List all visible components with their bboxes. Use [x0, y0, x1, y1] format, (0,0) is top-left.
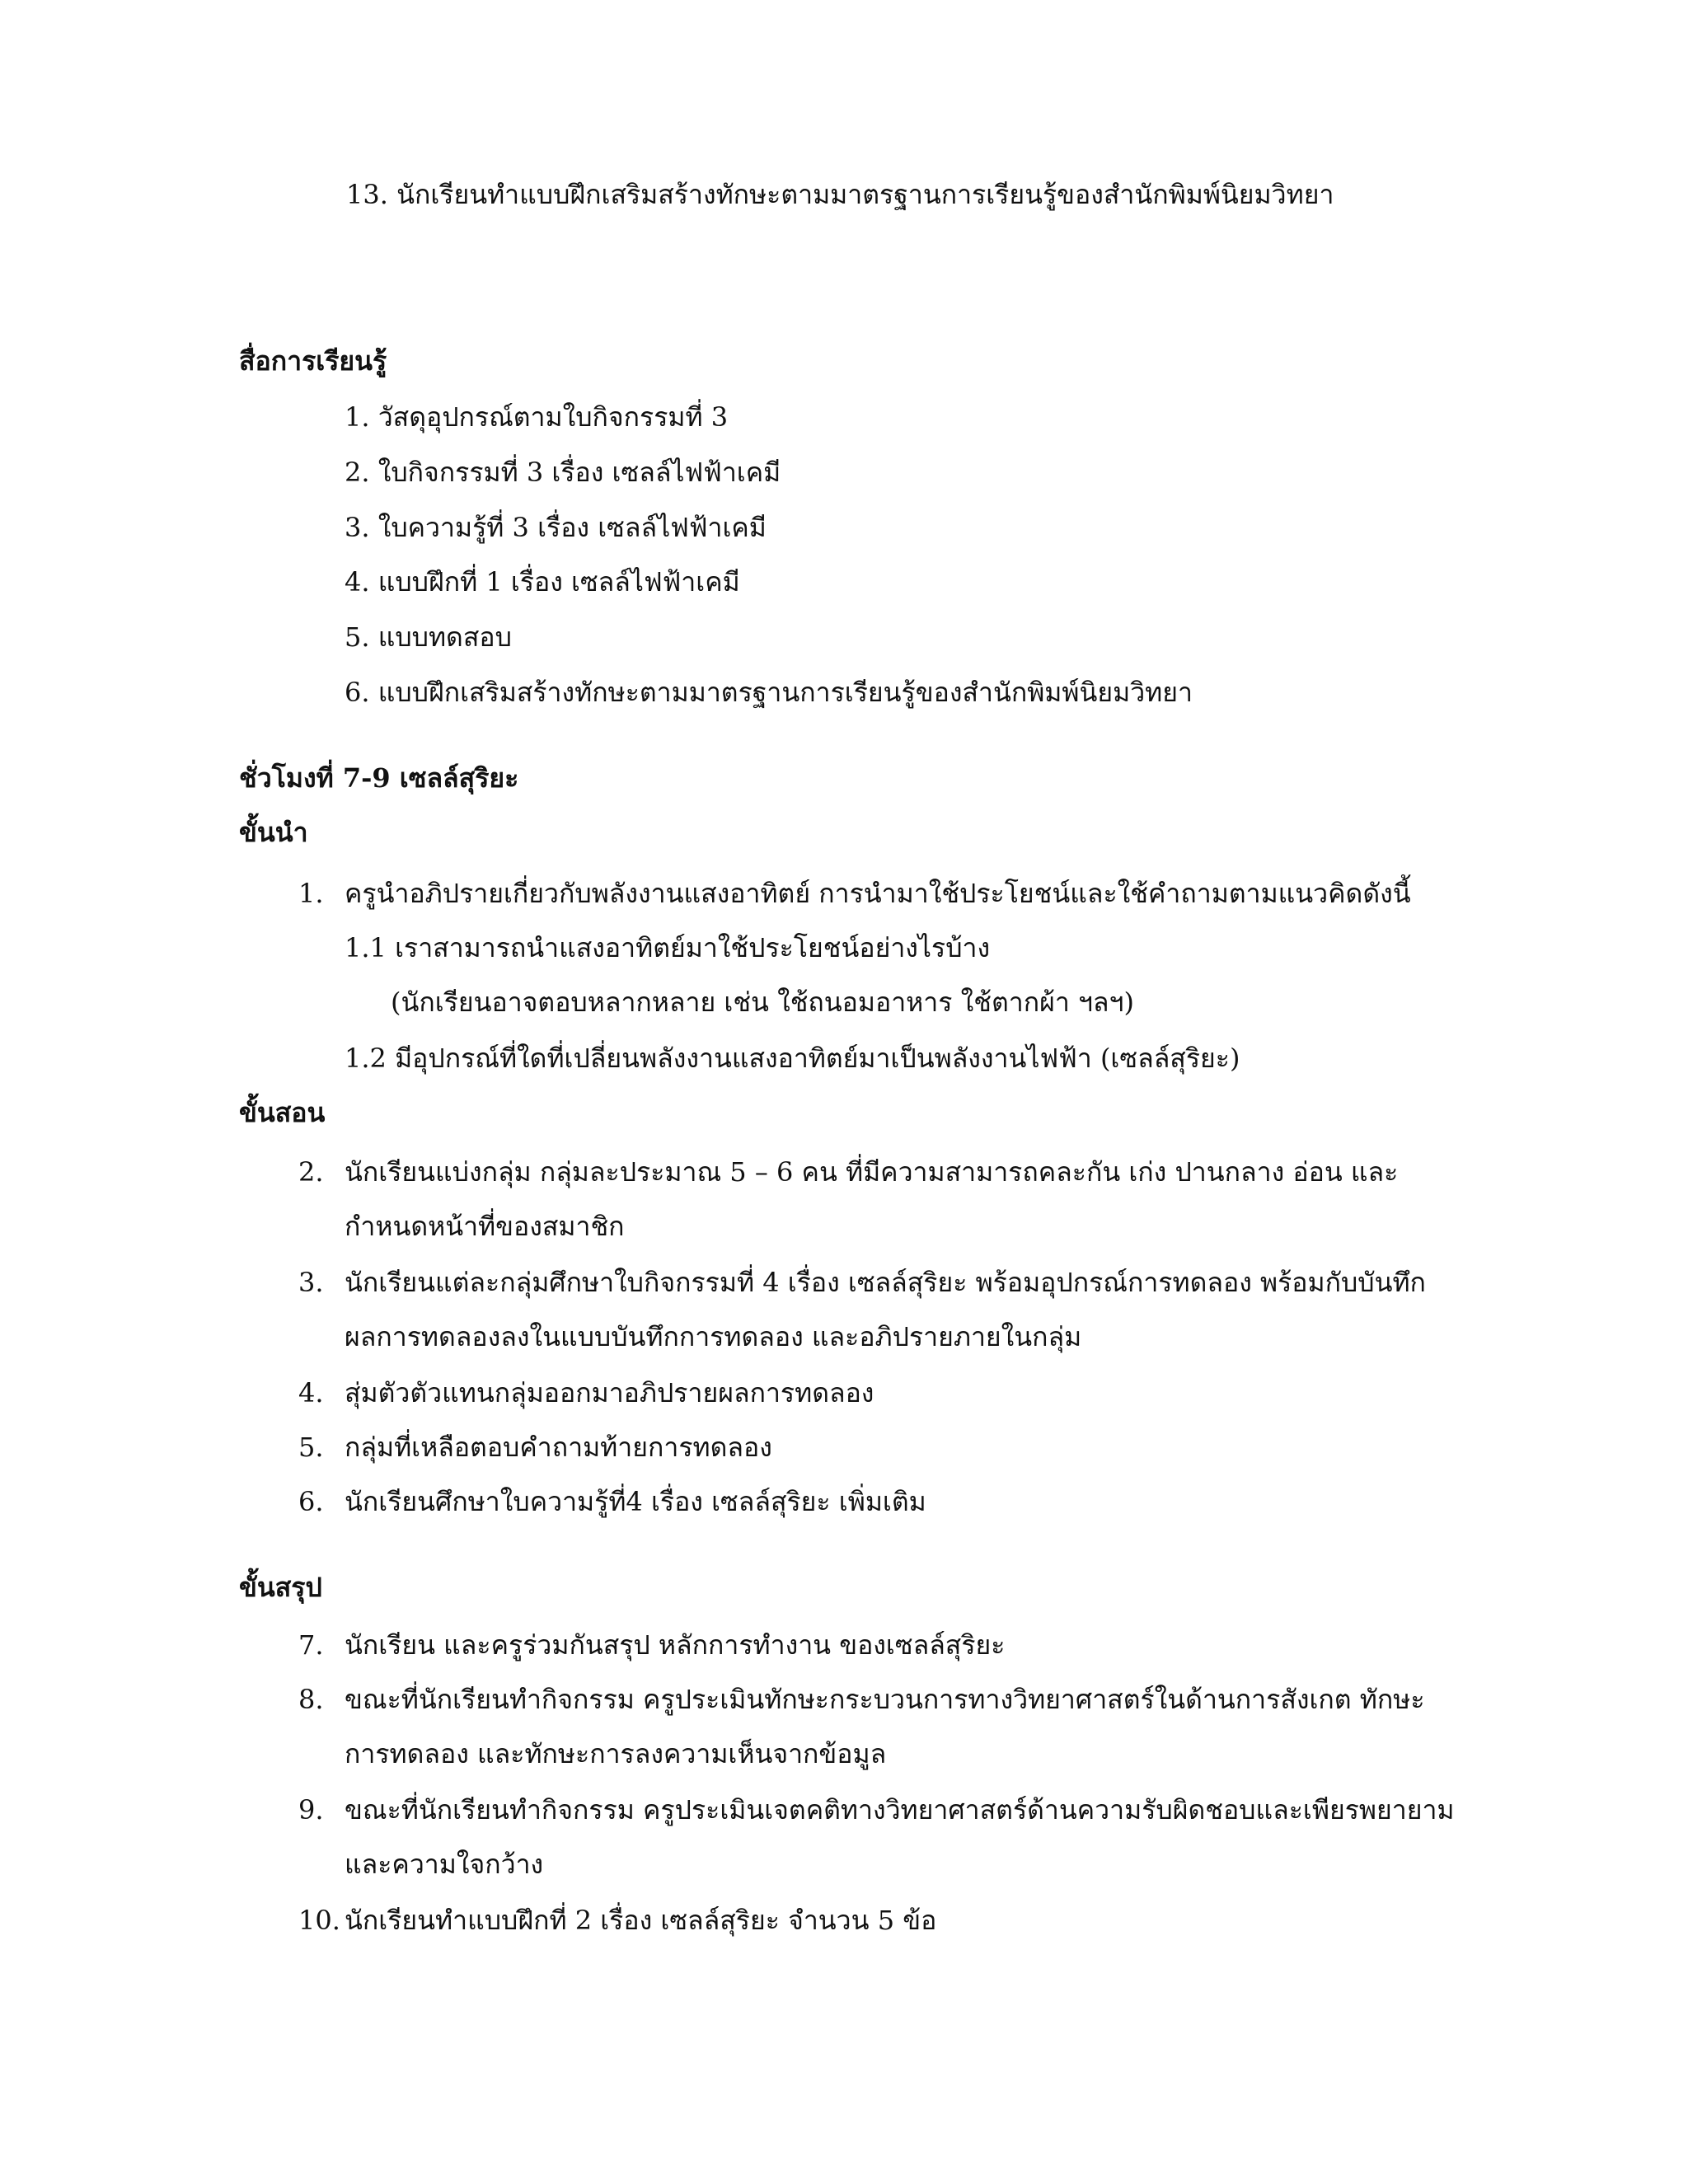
teach-item-text: นักเรียนแต่ละกลุ่มศึกษาใบกิจกรรมที่ 4 เรื่อง เซลล์สุริยะ พร้อมอุปกรณ์การทดลอง พร้อมกับบันทึก [345, 1267, 1426, 1298]
teach-heading: ขั้นสอน [239, 1097, 326, 1128]
teach-item-number: 2. [298, 1156, 324, 1188]
intro-item-text: ครูนำอภิปรายเกี่ยวกับพลังงานแสงอาทิตย์ การนำมาใช้ประโยชน์และใช้คำถามตามแนวคิดดังนี้ [345, 878, 1411, 909]
teach-item-number: 4. [298, 1377, 324, 1408]
top-list-item: 13. นักเรียนทำแบบฝึกเสริมสร้างทักษะตามมาตรฐานการเรียนรู้ของสำนักพิมพ์นิยมวิทยา [346, 179, 1334, 210]
teach-item-number: 3. [298, 1267, 324, 1298]
teach-item-text: นักเรียนแบ่งกลุ่ม กลุ่มละประมาณ 5 – 6 คน ที่มีความสามารถคละกัน เก่ง ปานกลาง อ่อน และ [345, 1156, 1399, 1188]
teach-item-text: นักเรียนศึกษาใบความรู้ที่4 เรื่อง เซลล์สุริยะ เพิ่มเติม [345, 1486, 926, 1517]
intro-item-number: 1. [298, 878, 324, 909]
summary-item-number: 8. [298, 1684, 324, 1715]
intro-subitem: 1.1 เราสามารถนำแสงอาทิตย์มาใช้ประโยชน์อย่างไรบ้าง [345, 932, 991, 963]
intro-subitem-answer: (นักเรียนอาจตอบหลากหลาย เช่น ใช้ถนอมอาหาร ใช้ตากผ้า ฯลฯ) [391, 987, 1134, 1018]
intro-heading: ขั้นนำ [239, 817, 308, 848]
summary-item-number: 10. [298, 1905, 340, 1936]
teach-item-text: กำหนดหน้าที่ของสมาชิก [345, 1211, 625, 1242]
teach-item-text: ผลการทดลองลงในแบบบันทึกการทดลอง และอภิปรายภายในกลุ่ม [345, 1321, 1082, 1352]
teach-item-text: กลุ่มที่เหลือตอบคำถามท้ายการทดลอง [345, 1432, 772, 1463]
summary-item-number: 9. [298, 1794, 324, 1825]
media-item: 6. แบบฝึกเสริมสร้างทักษะตามมาตรฐานการเรียนรู้ของสำนักพิมพ์นิยมวิทยา [345, 677, 1193, 708]
media-item: 3. ใบความรู้ที่ 3 เรื่อง เซลล์ไฟฟ้าเคมี [345, 512, 767, 543]
summary-item-text: การทดลอง และทักษะการลงความเห็นจากข้อมูล [345, 1738, 887, 1769]
summary-item-text: ขณะที่นักเรียนทำกิจกรรม ครูประเมินเจตคติทางวิทยาศาสตร์ด้านความรับผิดชอบและเพียรพยายาม [345, 1794, 1455, 1825]
teach-item-text: สุ่มตัวตัวแทนกลุ่มออกมาอภิปรายผลการทดลอง [345, 1377, 874, 1408]
summary-item-text: ขณะที่นักเรียนทำกิจกรรม ครูประเมินทักษะกระบวนการทางวิทยาศาสตร์ในด้านการสังเกต ทักษะ [345, 1684, 1425, 1715]
summary-item-text: และความใจกว้าง [345, 1849, 544, 1880]
media-item: 5. แบบทดสอบ [345, 621, 512, 653]
hour-heading: ชั่วโมงที่ 7-9 เซลล์สุริยะ [239, 762, 519, 794]
teach-item-number: 5. [298, 1432, 324, 1463]
teach-item-number: 6. [298, 1486, 324, 1517]
media-item: 2. ใบกิจกรรมที่ 3 เรื่อง เซลล์ไฟฟ้าเคมี [345, 457, 781, 488]
summary-heading: ขั้นสรุป [239, 1572, 322, 1603]
intro-subitem: 1.2 มีอุปกรณ์ที่ใดที่เปลี่ยนพลังงานแสงอาทิตย์มาเป็นพลังงานไฟฟ้า (เซลล์สุริยะ) [345, 1043, 1240, 1074]
summary-item-number: 7. [298, 1629, 324, 1661]
media-item: 1. วัสดุอุปกรณ์ตามใบกิจกรรมที่ 3 [345, 401, 729, 433]
media-item: 4. แบบฝึกที่ 1 เรื่อง เซลล์ไฟฟ้าเคมี [345, 566, 740, 598]
media-heading: สื่อการเรียนรู้ [239, 345, 387, 377]
summary-item-text: นักเรียน และครูร่วมกันสรุป หลักการทำงาน ของเซลล์สุริยะ [345, 1629, 1006, 1661]
summary-item-text: นักเรียนทำแบบฝึกที่ 2 เรื่อง เซลล์สุริยะ จำนวน 5 ข้อ [345, 1905, 937, 1936]
